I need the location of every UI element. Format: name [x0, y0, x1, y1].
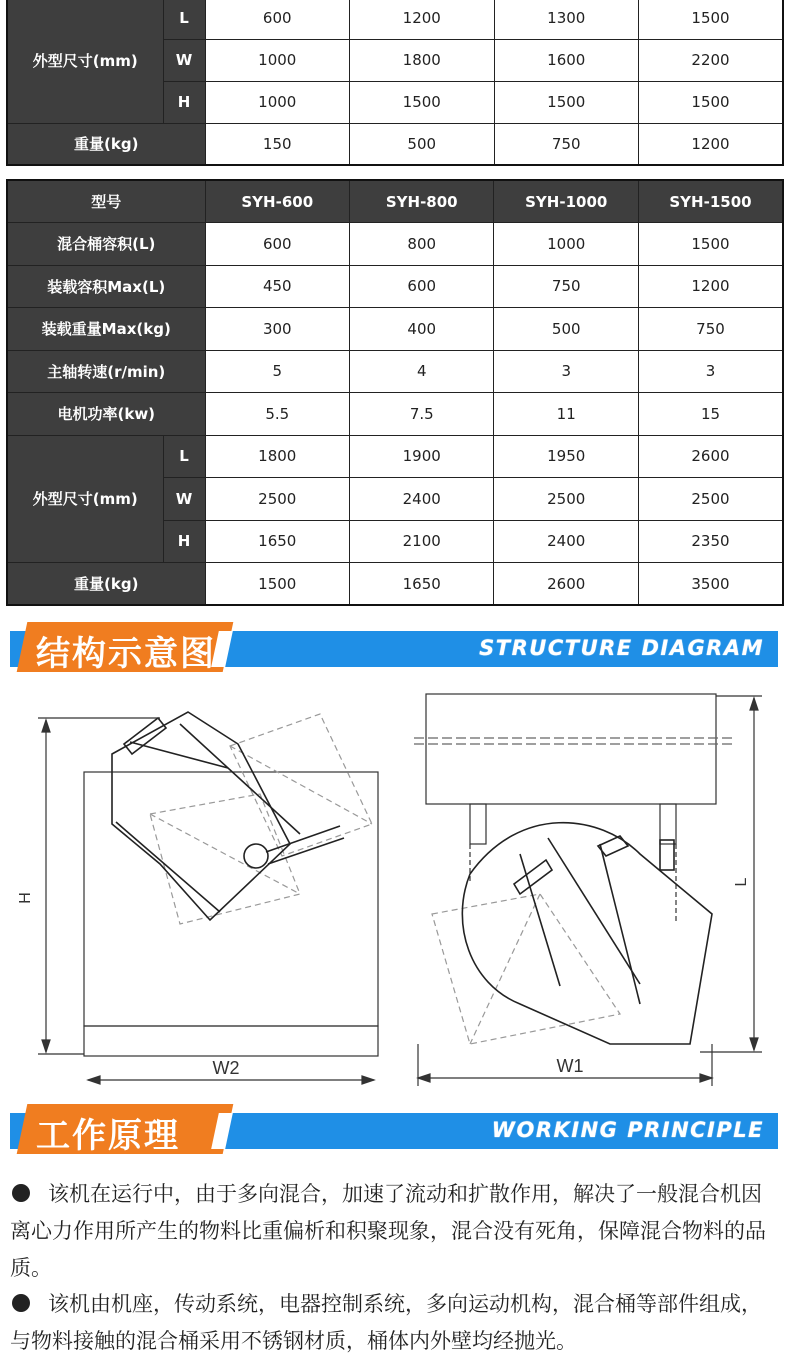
section-title-en: STRUCTURE DIAGRAM	[479, 636, 764, 660]
cell: 1800	[205, 435, 349, 478]
cell: 2350	[638, 520, 783, 563]
table-row	[7, 393, 783, 436]
row-label: 外型尺寸(mm)	[7, 435, 163, 563]
table-row	[7, 435, 783, 478]
principle-banner	[10, 1104, 778, 1162]
cell: 750	[494, 123, 639, 165]
cell: 1200	[639, 123, 784, 165]
table-row	[7, 563, 783, 606]
cell: 1800	[350, 39, 495, 81]
cell: 150	[205, 123, 350, 165]
cell: 2400	[494, 520, 638, 563]
cell: 600	[350, 265, 494, 308]
principle-paragraph	[10, 1286, 780, 1360]
cell: 3	[638, 350, 783, 393]
ghost-drum	[150, 714, 372, 924]
header-label: 型号	[7, 180, 205, 223]
mixing-drum-left	[112, 712, 344, 920]
dim-sub-label: L	[163, 435, 205, 478]
structure-diagram	[0, 684, 790, 1094]
axis-lines	[414, 738, 736, 744]
structure-banner	[10, 622, 778, 680]
cell: 2200	[639, 39, 784, 81]
cell: 1000	[205, 81, 350, 123]
dim-sub-label: H	[163, 520, 205, 563]
cell: 1200	[350, 0, 495, 39]
cell: 2500	[494, 478, 638, 521]
cell: 1900	[350, 435, 494, 478]
cell: 2600	[638, 435, 783, 478]
cell: 750	[638, 308, 783, 351]
cell: 1500	[639, 81, 784, 123]
cell: 400	[350, 308, 494, 351]
cell: 800	[350, 223, 494, 266]
dim-label-w1: W1	[556, 1056, 584, 1076]
cell: 1500	[350, 81, 495, 123]
cell: 1500	[494, 81, 639, 123]
cell: 1000	[494, 223, 638, 266]
cell: 500	[350, 123, 495, 165]
cell: 300	[205, 308, 349, 351]
dim-label-w2: W2	[212, 1058, 240, 1078]
row-label: 重量(kg)	[7, 563, 205, 606]
cell: 5.5	[205, 393, 349, 436]
row-label: 混合桶容积(L)	[7, 223, 205, 266]
cell: 3	[494, 350, 638, 393]
dim-sub-label: L	[163, 0, 205, 39]
cell: 450	[205, 265, 349, 308]
section-title-en: WORKING PRINCIPLE	[491, 1118, 764, 1142]
cell: 500	[494, 308, 638, 351]
table-row	[7, 265, 783, 308]
cell: 1500	[638, 223, 783, 266]
cell: 1300	[494, 0, 639, 39]
cell: 11	[494, 393, 638, 436]
cell: 7.5	[350, 393, 494, 436]
table-row	[7, 0, 783, 39]
cell: 1600	[494, 39, 639, 81]
machine-base	[84, 1026, 378, 1056]
model-header: SYH-1000	[494, 180, 638, 223]
paragraph-text: 该机由机座，传动系统，电器控制系统，多向运动机构，混合桶等部件组成，与物料接触的混合桶采用不锈钢材质，桶体内外壁均经抛光。	[10, 1292, 762, 1353]
model-header: SYH-800	[350, 180, 494, 223]
cell: 4	[350, 350, 494, 393]
dim-sub-label: W	[163, 478, 205, 521]
bullet-icon	[12, 1184, 30, 1202]
section-title: 工作原理	[36, 1116, 180, 1156]
row-label: 电机功率(kw)	[7, 393, 205, 436]
dim-sub-label: H	[163, 81, 205, 123]
cell: 2400	[350, 478, 494, 521]
cell: 2100	[350, 520, 494, 563]
cell: 2500	[638, 478, 783, 521]
cell: 1000	[205, 39, 350, 81]
cell: 2600	[494, 563, 638, 606]
cell: 750	[494, 265, 638, 308]
dim-label-h: H	[17, 892, 34, 904]
model-header: SYH-1500	[638, 180, 783, 223]
cell: 1650	[205, 520, 349, 563]
row-label: 装载容积Max(L)	[7, 265, 205, 308]
cell: 5	[205, 350, 349, 393]
cell: 2500	[205, 478, 349, 521]
cell: 1200	[638, 265, 783, 308]
paragraph-text: 该机在运行中，由于多向混合，加速了流动和扩散作用，解决了一般混合机因离心力作用所产生的物料比重偏析和积聚现象，混合没有死角，保障混合物料的品质。	[10, 1182, 766, 1280]
cell: 1650	[350, 563, 494, 606]
cell: 1950	[494, 435, 638, 478]
spec-table-top	[6, 0, 784, 166]
model-header: SYH-600	[205, 180, 349, 223]
row-label: 外型尺寸(mm)	[7, 0, 163, 123]
cell: 1500	[639, 0, 784, 39]
cell: 600	[205, 223, 349, 266]
table-row	[7, 308, 783, 351]
dim-sub-label: W	[163, 39, 205, 81]
cell: 600	[205, 0, 350, 39]
table-header-row	[7, 180, 783, 223]
section-title: 结构示意图	[36, 634, 216, 674]
cell: 15	[638, 393, 783, 436]
table-row	[7, 223, 783, 266]
principle-paragraph	[10, 1176, 780, 1287]
dim-label-l: L	[733, 877, 750, 887]
table-row	[7, 123, 783, 165]
mixing-drum-right	[462, 823, 712, 1044]
machine-housing	[426, 694, 716, 804]
ghost-drum-right	[432, 894, 620, 1044]
row-label: 装载重量Max(kg)	[7, 308, 205, 351]
bullet-icon	[12, 1294, 30, 1312]
table-row	[7, 350, 783, 393]
spec-table-main	[6, 179, 784, 606]
cell: 1500	[205, 563, 349, 606]
cell: 3500	[638, 563, 783, 606]
row-label: 主轴转速(r/min)	[7, 350, 205, 393]
row-label: 重量(kg)	[7, 123, 205, 165]
